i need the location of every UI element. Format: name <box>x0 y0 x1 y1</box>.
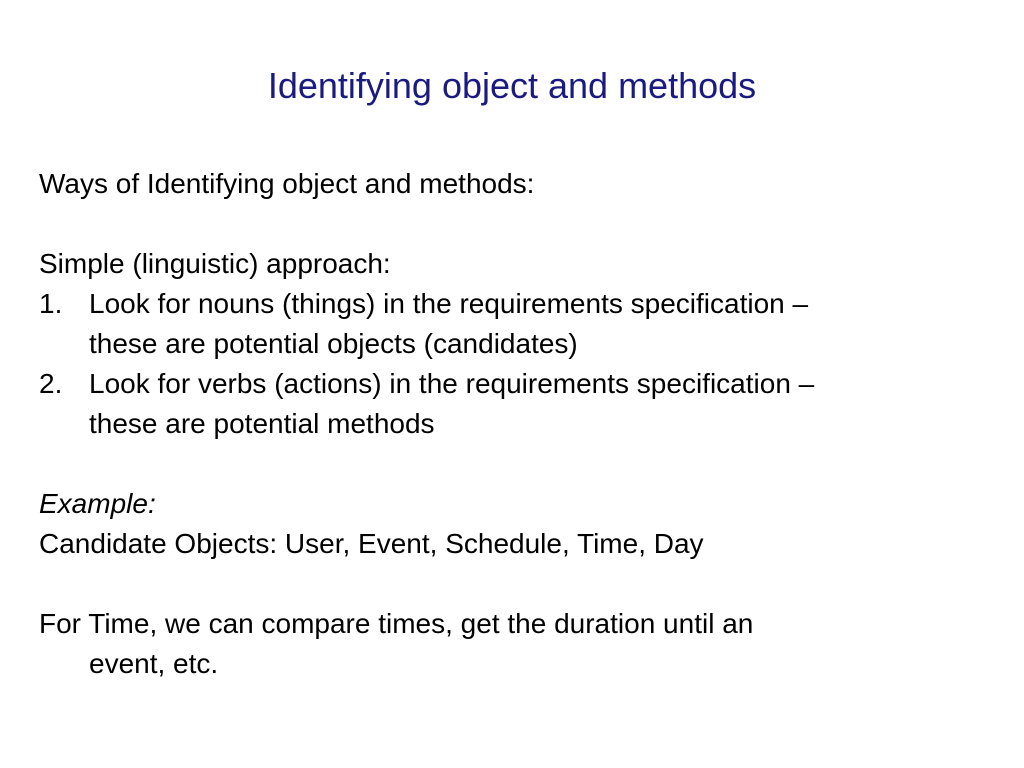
step-number: 2. <box>39 368 63 399</box>
slide-body <box>39 164 989 684</box>
step-text <box>89 284 989 364</box>
blank-line <box>39 564 989 604</box>
approach-heading: Simple (linguistic) approach: <box>39 248 391 279</box>
step-item-1 <box>39 284 989 364</box>
step-text-line: these are potential methods <box>89 408 435 439</box>
time-note-line: event, etc. <box>89 648 219 679</box>
time-note <box>39 604 989 684</box>
example-label: Example: <box>39 488 156 519</box>
step-number: 1. <box>39 288 63 319</box>
intro-text: Ways of Identifying object and methods: <box>39 168 535 199</box>
time-note-line: For Time, we can compare times, get the duration until an <box>39 608 754 639</box>
step-item-2 <box>39 364 989 444</box>
step-text-line: these are potential objects (candidates) <box>89 328 578 359</box>
blank-line <box>39 444 989 484</box>
candidate-objects: Candidate Objects: User, Event, Schedule, Time, Day <box>39 528 704 559</box>
step-text-line: Look for verbs (actions) in the requirements specification – <box>89 368 815 399</box>
blank-line <box>39 204 989 244</box>
slide-title: Identifying object and methods <box>267 65 757 106</box>
step-text <box>89 364 989 444</box>
step-text-line: Look for nouns (things) in the requirements specification – <box>89 288 809 319</box>
